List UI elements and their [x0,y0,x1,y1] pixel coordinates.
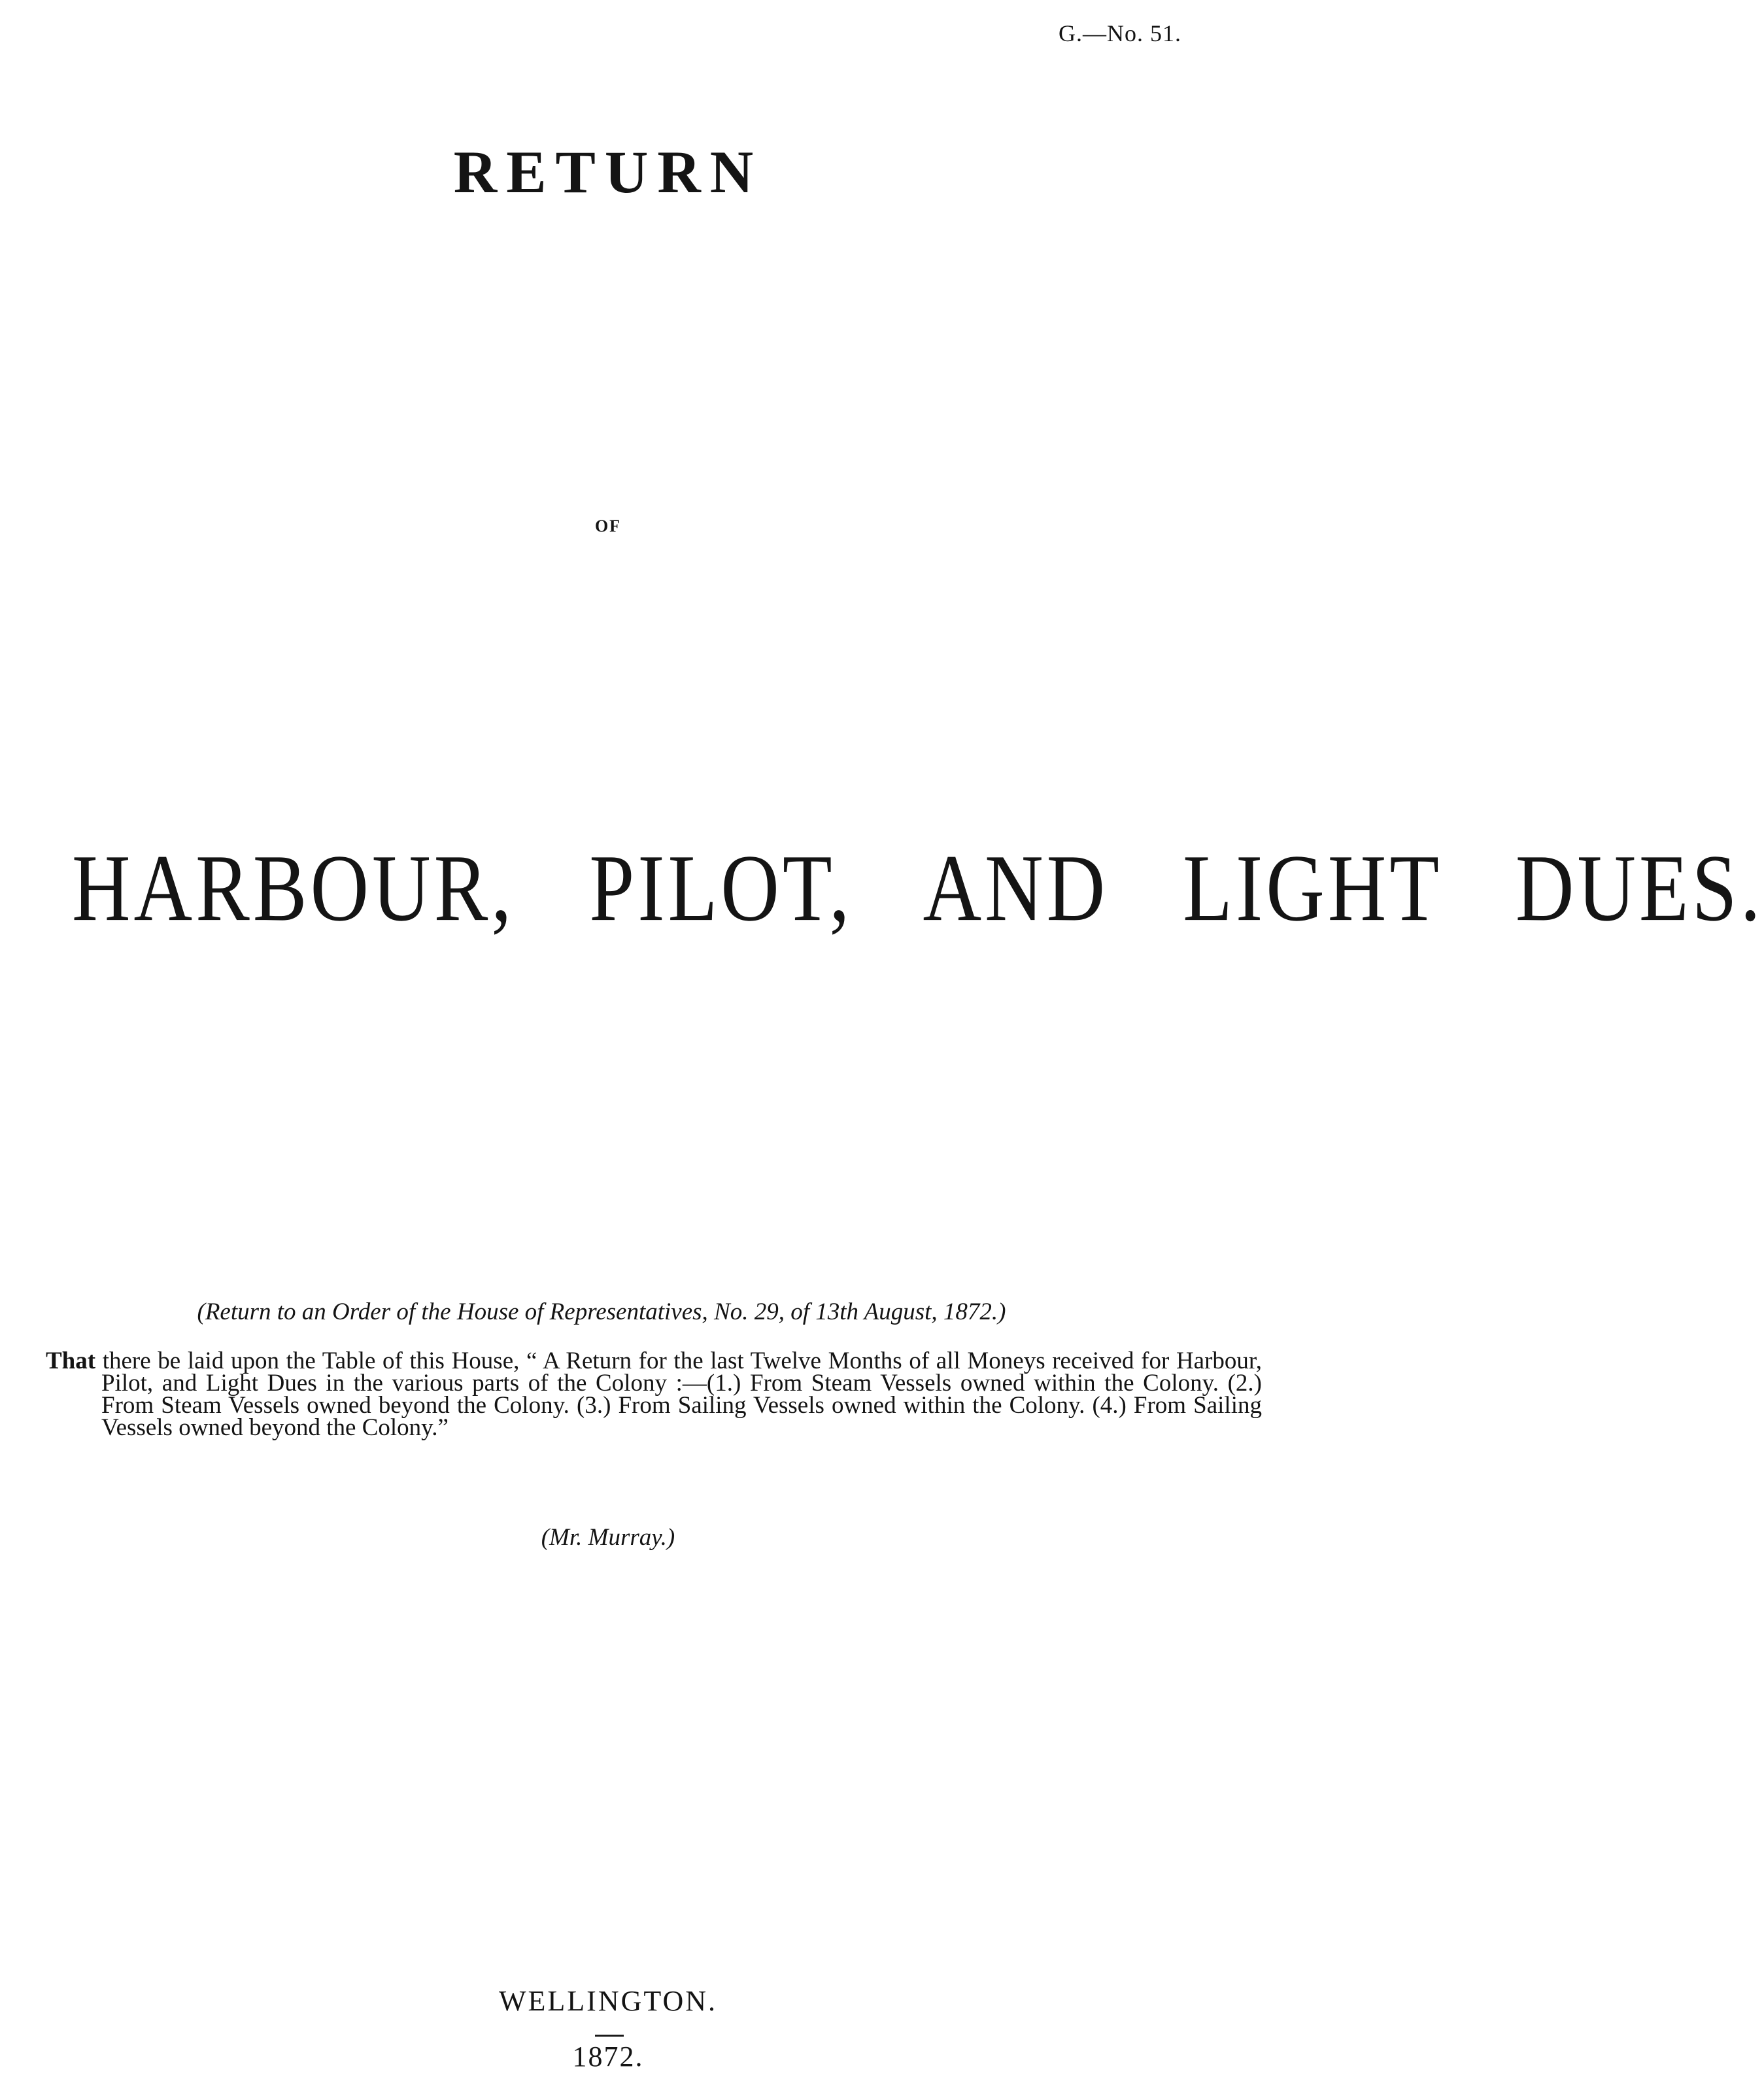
resolution-lead-word: That [46,1348,96,1374]
imprint-place: WELLINGTON. [499,1985,717,2017]
imprint-divider [595,2035,624,2037]
document-title: HARBOUR, PILOT, AND LIGHT DUES. [72,835,1764,941]
order-reference: (Return to an Order of the House of Representatives, No. 29, of 13th August, 1872.) [197,1298,1006,1325]
imprint-year: 1872. [572,2041,644,2073]
resolution-paragraph [46,1350,1262,1439]
mover-attribution: (Mr. Murray.) [541,1524,675,1551]
paper-reference: G.—No. 51. [1059,20,1181,46]
resolution-text: there be laid upon the Table of this House, “ A Return for the last Twelve Months of all Moneys received for Harbour, Pilot, and Light Dues in the various parts of the Colony :—(1.) From Steam Vessels owned within the Colony. (2.) From Steam Vessels owned beyond the Colony. (3.) From Sailing Vessels owned within the Colony. (4.) From Sailing Vessels owned beyond the Colony.” [95,1348,1262,1441]
title-return: RETURN [453,139,763,205]
title-connector: OF [594,517,622,535]
